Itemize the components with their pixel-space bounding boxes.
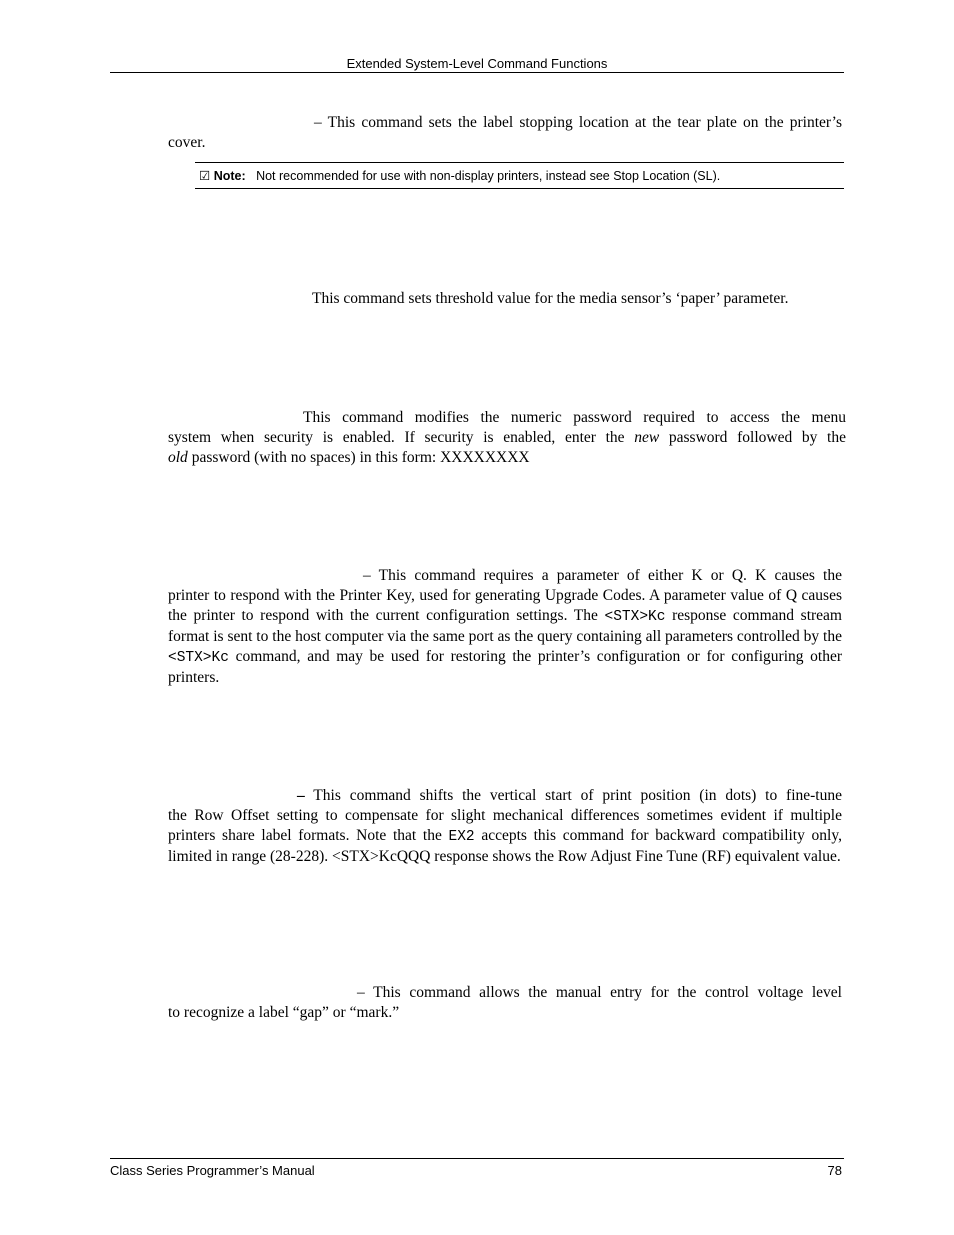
row-adjust-dash: – xyxy=(297,787,305,804)
note-label: Note: xyxy=(213,169,246,183)
stx-kc-code: <STX>Kc xyxy=(168,650,229,666)
paper-threshold-paragraph xyxy=(312,289,852,309)
password-line-1: This command modifies the numeric password required to access the menu xyxy=(303,409,846,426)
query-body: printer to respond with the Printer Key, used for generating Upgrade Codes. A parameter value of Q causes the printer to respond with the current configuration settings. The <STX>Kc response command stream format is sent to the host computer via the same port as the query containing all parameters controlled by the <STX>Kc command, and may be used for restoring the printer’s configuration or for configuring other printers. xyxy=(168,587,842,686)
note-text: Not recommended for use with non-display printers, instead see Stop Location (SL). xyxy=(256,169,721,183)
paper-threshold-text: This command sets threshold value for the media sensor’s ‘paper’ parameter. xyxy=(312,290,789,307)
page-number: 78 xyxy=(827,1163,842,1178)
checkbox-icon: ☑ xyxy=(199,169,211,183)
password-line-3: old password (with no spaces) in this form: XXXXXXXX xyxy=(168,449,530,466)
password-line-2: system when security is enabled. If security is enabled, enter the new password followed by the xyxy=(168,429,846,446)
ex2-code: EX2 xyxy=(448,829,475,845)
stx-kc-code: <STX>Kc xyxy=(604,609,666,625)
running-header: Extended System-Level Command Functions xyxy=(346,56,608,71)
old-word: old xyxy=(168,449,188,466)
row-adjust-line-1: – This command shifts the vertical start of print position (in dots) to fine-tune xyxy=(297,787,842,804)
footer-manual-title: Class Series Programmer’s Manual xyxy=(110,1163,315,1178)
sensor-level-line-2: to recognize a label “gap” or “mark.” xyxy=(168,1004,400,1021)
note-box xyxy=(195,162,844,189)
header-rule xyxy=(110,72,844,73)
new-word: new xyxy=(634,429,660,446)
row-adjust-body: the Row Offset setting to compensate for slight mechanical differences sometimes evident if multiple printers share label formats. Note that the EX2 accepts this command for backward compatibility only, limited in range (28-228). <STX>KcQQQ response shows the Row Adjust Fine Tune (RF) equivalent value. xyxy=(168,807,842,865)
sensor-level-line-1: – This command allows the manual entry for the control voltage level xyxy=(357,984,842,1001)
tear-plate-text: – This command sets the label stopping location at the tear plate on the printer’s cover. xyxy=(168,114,842,151)
footer-rule xyxy=(110,1158,844,1159)
tear-plate-paragraph xyxy=(168,113,842,153)
query-line-1: – This command requires a parameter of either K or Q. K causes the xyxy=(363,567,842,584)
